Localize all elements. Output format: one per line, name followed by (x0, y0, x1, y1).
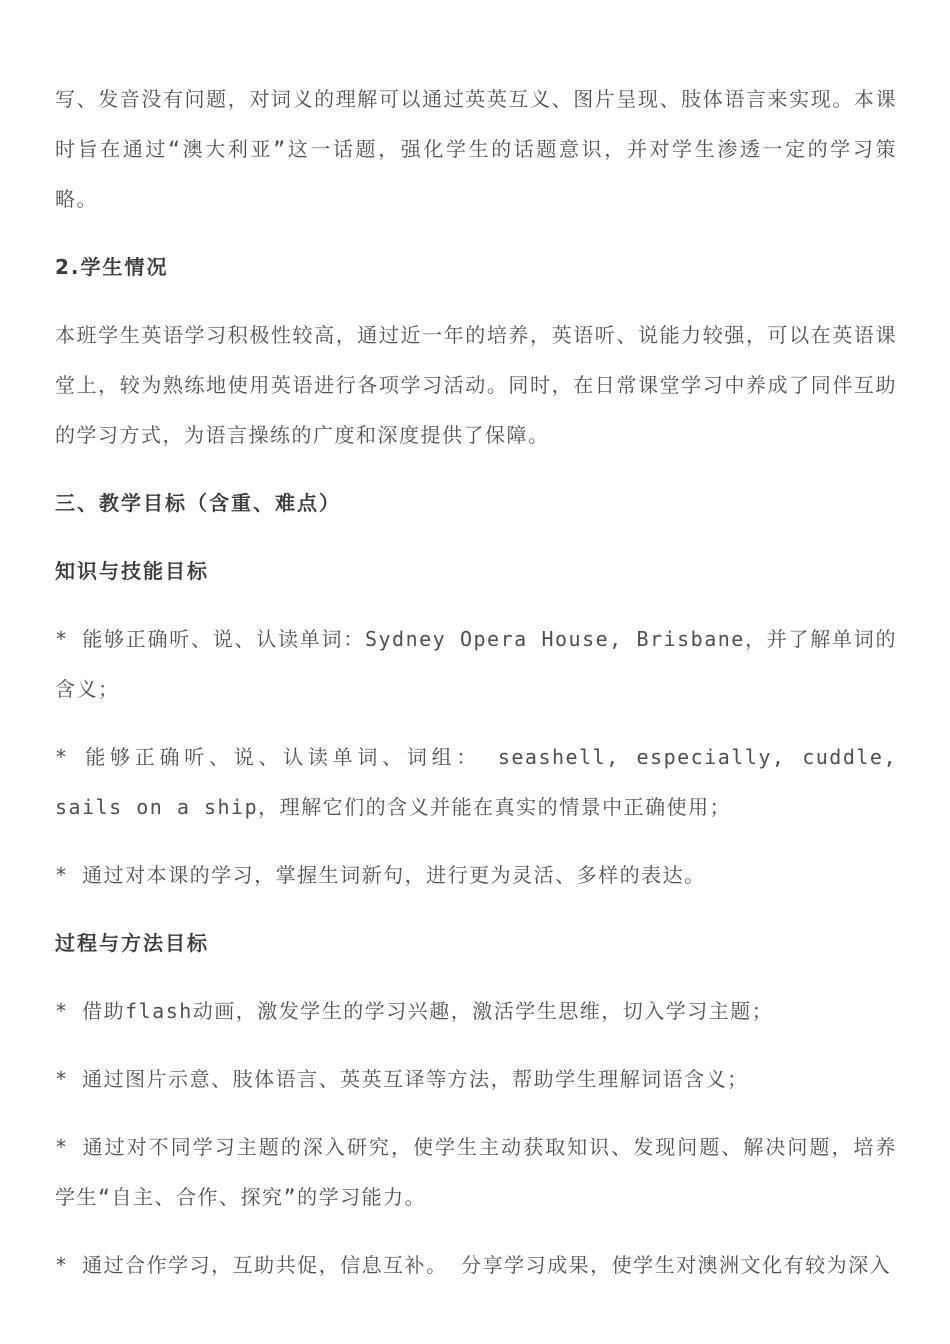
section-heading-student-situation: 2.学生情况 (55, 255, 169, 279)
subheading-knowledge-skills: 知识与技能目标 (55, 559, 209, 583)
student-situation-paragraph: 本班学生英语学习积极性较高，通过近一年的培养，英语听、说能力较强，可以在英语课堂上，较为熟练地使用英语进行各项学习活动。同时，在日常课堂学习中养成了同伴互助的学习方式，为语言操练的广度和深度提供了保障。 (55, 323, 897, 447)
subheading-process-methods: 过程与方法目标 (55, 931, 209, 955)
process-item: * 借助flash动画，激发学生的学习兴趣，激活学生思维，切入学习主题； (55, 999, 774, 1023)
knowledge-item: * 能够正确听、说、认读单词、词组： seashell, especially, cuddle, sails on a ship，理解它们的含义并能在真实的情景中正确使用； (55, 745, 897, 819)
knowledge-item: * 通过对本课的学习，掌握生词新句，进行更为灵活、多样的表达。 (55, 863, 706, 887)
section-heading-teaching-goals: 三、教学目标（含重、难点） (55, 491, 341, 515)
document-page (55, 74, 897, 1308)
intro-paragraph: 写、发音没有问题，对词义的理解可以通过英英互义、图片呈现、肢体语言来实现。本课时旨在通过“澳大利亚”这一话题，强化学生的话题意识，并对学生渗透一定的学习策略。 (55, 87, 897, 211)
process-item: * 通过对不同学习主题的深入研究，使学生主动获取知识、发现问题、解决问题，培养学生“自主、合作、探究”的学习能力。 (55, 1135, 897, 1209)
process-item: * 通过合作学习，互助共促，信息互补。 分享学习成果，使学生对澳洲文化有较为深入 (55, 1253, 892, 1277)
process-item: * 通过图片示意、肢体语言、英英互译等方法，帮助学生理解词语含义； (55, 1067, 749, 1091)
knowledge-item: * 能够正确听、说、认读单词：Sydney Opera House, Brisbane，并了解单词的含义； (55, 627, 897, 701)
